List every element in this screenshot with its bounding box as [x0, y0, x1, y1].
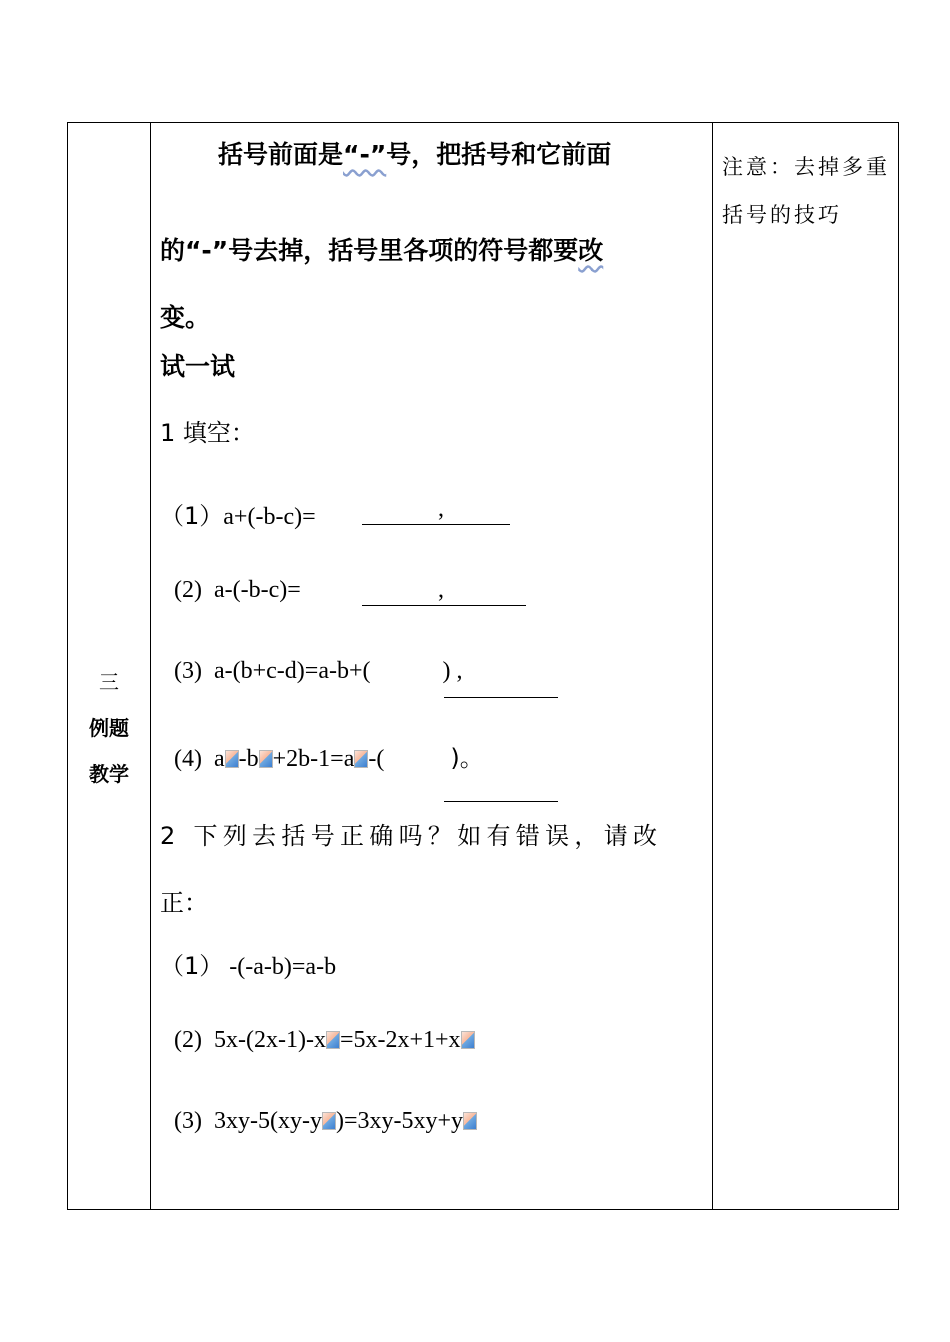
q1-item-4: (4) a -b +2b-1=a -( )。 — [174, 744, 484, 772]
q1-item-2-blank[interactable]: , — [362, 577, 526, 606]
q1-title: 1 填空： — [160, 419, 255, 447]
q1-item-2: (2) a-(-b-c)= — [174, 577, 301, 603]
q1-item-4-blank[interactable] — [444, 801, 558, 802]
rule-line-3: 变。 — [160, 303, 211, 332]
section-number: 三 — [99, 670, 119, 694]
broken-image-icon — [322, 1112, 336, 1130]
broken-image-icon — [354, 750, 368, 768]
q2-item-2: (2) 5x-(2x-1)-x =5x-2x+1+x — [174, 1027, 475, 1054]
section-cell — [68, 123, 150, 1209]
section-title-2: 教学 — [89, 762, 129, 786]
rule-line-1: 括号前面是“-”号，把括号和它前面 — [218, 140, 612, 169]
try-title: 试一试 — [160, 352, 236, 381]
q1-item-1: （1）a+(-b-c)= — [160, 502, 316, 530]
q1-item-3-blank[interactable] — [444, 697, 558, 698]
broken-image-icon — [461, 1031, 475, 1049]
column-divider — [712, 123, 713, 1209]
teacher-note: 注意：去掉多重括号的技巧 — [722, 155, 890, 227]
broken-image-icon — [326, 1031, 340, 1049]
q1-item-1-blank[interactable]: , — [362, 496, 510, 525]
lesson-table — [67, 122, 899, 1210]
rule-line-2: 的“-”号去掉，括号里各项的符号都要改 — [160, 236, 604, 265]
q2-title-line-1: 2 下列去括号正确吗？如有错误，请改 — [160, 822, 663, 850]
column-divider — [150, 123, 151, 1209]
broken-image-icon — [225, 750, 239, 768]
minus-sign-quote: “-” — [343, 140, 387, 169]
section-title-1: 例题 — [89, 716, 129, 740]
q1-item-3: (3) a-(b+c-d)=a-b+( ) , — [174, 658, 463, 684]
q2-item-3: (3) 3xy-5(xy-y )=3xy-5xy+y — [174, 1108, 477, 1135]
q2-title-line-2: 正： — [160, 889, 208, 917]
broken-image-icon — [259, 750, 273, 768]
section-label — [68, 659, 150, 797]
broken-image-icon — [463, 1112, 477, 1130]
q2-item-1: （1） -(-a-b)=a-b — [160, 952, 337, 980]
